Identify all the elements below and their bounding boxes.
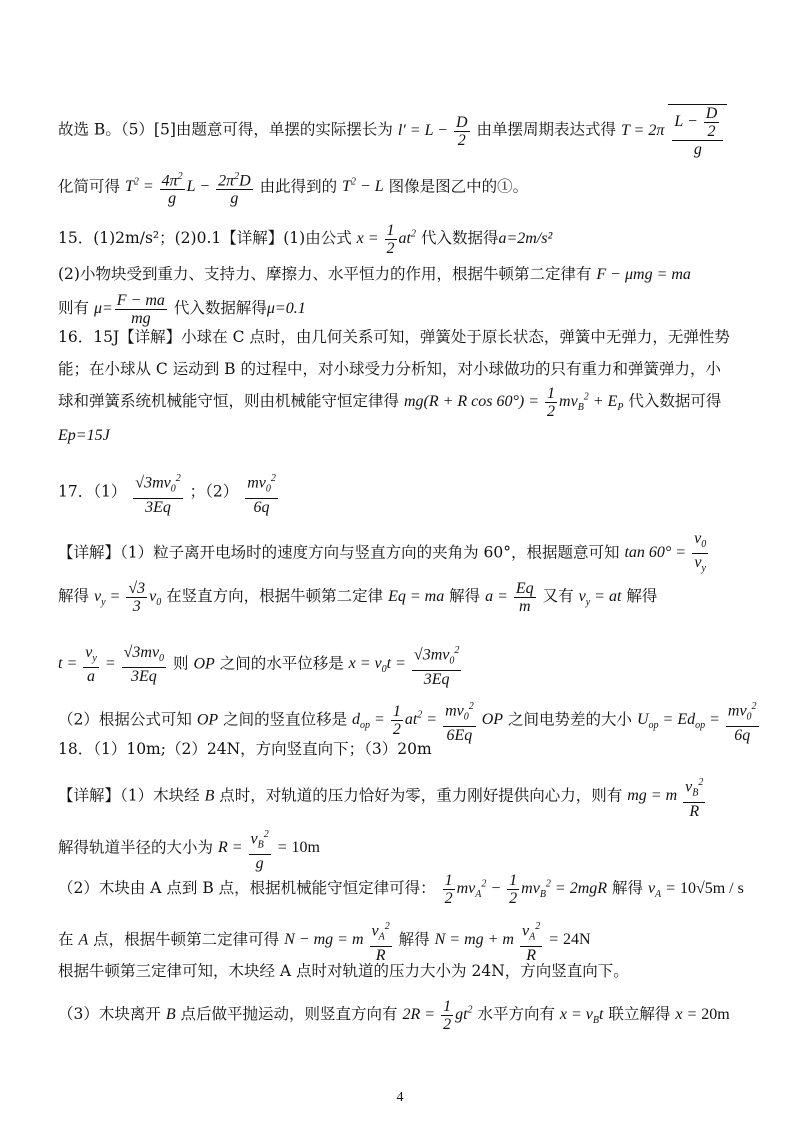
text-line: [58, 738, 760, 760]
text: μ=0.1: [266, 300, 306, 318]
text-line: [58, 642, 760, 688]
formula: tan 60° = $\frac{v_0}{v_y}$: [624, 530, 707, 575]
text-line: [58, 826, 760, 872]
formula: F − μmg = ma: [596, 266, 691, 283]
formula: $\frac{1}{2}$ $mv_A^2$ − $\frac{1}{2}$ $mv_B^2 = 2mgR$: [444, 872, 608, 907]
text: 联立解得: [608, 1005, 671, 1024]
text-line: [58, 998, 760, 1033]
text-line: [58, 918, 760, 964]
text: 【详解】（1）木块经: [58, 786, 200, 805]
text: 在竖直方向，根据牛顿第二定律: [166, 587, 384, 606]
formula: B: [165, 1006, 176, 1024]
text: 由单摆周期表达式得: [476, 120, 616, 139]
text-line: [58, 292, 760, 327]
text: 解得: [449, 587, 481, 606]
text: 16．15J【详解】小球在 C 点时，由几何关系可知，弹簧处于原长状态，弹簧中无弹力，无弹性势: [58, 328, 730, 346]
text: 17．（1）: [58, 482, 127, 501]
formula: $T^2$ = $\frac{4\pi^2}{g}$ L − $\frac{2\pi^2D}{g}$: [125, 178, 255, 195]
text: 根据牛顿第三定律可知，木块经 A 点时对轨道的压力大小为 24N，方向竖直向下。: [58, 962, 629, 980]
text: 则: [172, 654, 189, 673]
formula: N − mg = m $\frac{v_A^2}{R}$: [284, 931, 394, 948]
formula: $x = v_Bt$: [559, 1006, 604, 1027]
text: 之间电势差的大小: [508, 710, 633, 729]
text-line: [58, 424, 760, 447]
text: 之间的竖直位移是: [223, 710, 348, 729]
text: (2)小物块受到重力、支持力、摩擦力、水平恒力的作用，根据牛顿第二定律有: [58, 265, 592, 283]
text: 【详解】（1）粒子离开电场时的速度方向与竖直方向的夹角为 60°，根据题意可知: [58, 543, 620, 562]
text: ；（2）: [189, 482, 239, 501]
formula: OP: [196, 711, 219, 729]
formula: t = $\frac{v_y}{a}$ = $\frac{√3mv_0}{3Eq}$: [58, 644, 165, 686]
formula: 2R = $\frac{1}{2}$ $gt^2$: [402, 998, 473, 1033]
text: 球和弹簧系统机械能守恒，则由机械能守恒定律得: [58, 392, 400, 411]
text: 点时，对轨道的压力恰好为零，重力刚好提供向心力，则有: [219, 786, 623, 805]
text: 又有: [542, 587, 574, 606]
text: 代入数据得: [420, 229, 499, 248]
text: 解得: [626, 587, 658, 606]
text-line: [58, 385, 760, 420]
formula: $T^2 - L$: [342, 177, 384, 196]
text: 在: [58, 930, 74, 949]
text-line: [58, 326, 760, 348]
formula: Eq = ma: [388, 588, 445, 606]
text-line: [58, 698, 760, 744]
text: 解得: [58, 587, 90, 606]
text: 故选 B。（5）[5]由题意可得，单摆的实际摆长为: [58, 120, 393, 139]
formula: $v_A = 10√5m / s$: [647, 880, 744, 901]
text: 点，根据牛顿第二定律可得: [93, 930, 280, 949]
text-line: [58, 872, 760, 907]
text: 代入数据解得: [173, 299, 267, 318]
text-line: [58, 104, 760, 158]
formula: T = 2π L − $\frac{D}{2}$ g: [621, 122, 727, 139]
formula: x = $\frac{1}{2}$ $at^2$: [356, 222, 416, 257]
text: 代入数据可得: [628, 392, 722, 411]
text-line: [58, 358, 760, 380]
text: 则有: [58, 299, 90, 318]
formula: $\frac{mv_0^2}{6q}$: [243, 483, 280, 500]
text: 水平方向有: [477, 1005, 555, 1024]
formula: μ= $\frac{F - ma}{mg}$: [93, 292, 165, 327]
text-line: [58, 168, 760, 207]
formula: $v_y$ = at: [578, 588, 622, 609]
text: （3）木块离开: [58, 1005, 161, 1024]
formula: $U_{op} = Ed_{op}$ = $\frac{mv_0^2}{6q}$: [637, 711, 761, 728]
formula: a = $\frac{Eq}{m}$: [485, 580, 534, 615]
text: 解得: [611, 879, 643, 898]
text: 化简可得: [58, 177, 121, 196]
formula: N = mg + m $\frac{v_A^2}{R}$ = 24N: [435, 931, 591, 948]
text: 15．(1)2m/s²；(2)0.1【详解】(1)由公式: [58, 229, 352, 248]
formula: $x = v_0t$ = $\frac{√3mv_0^2}{3Eq}$: [349, 655, 464, 672]
formula: A: [78, 931, 89, 949]
formula: $\frac{√3mv_0^2}{3Eq}$: [131, 483, 184, 500]
text: 点后做平抛运动，则竖直方向有: [180, 1005, 398, 1024]
formula: mg = m $\frac{v_B^2}{R}$: [627, 787, 707, 804]
formula: $d_{op}$ = $\frac{1}{2}$ $at^2$ = $\frac{mv_0^2}{6Eq}$ OP: [352, 711, 503, 728]
text-line: [58, 960, 760, 982]
text: 18．（1）10m;（2）24N，方向竖直向下；（3）20m: [58, 740, 432, 758]
text: （2）木块由 A 点到 B 点，根据机械能守恒定律可得：: [58, 879, 436, 898]
text-line: [58, 530, 760, 577]
text-line: [58, 774, 760, 820]
text-line: [58, 263, 760, 286]
text-line: [58, 580, 760, 615]
text-line: [58, 222, 760, 257]
formula: R = $\frac{v_B^2}{g}$ = 10m: [218, 839, 320, 856]
text: a=2m/s²: [498, 230, 553, 248]
text: 图像是图乙中的①。: [388, 177, 529, 196]
formula: mg(R + R cos 60°) = $\frac{1}{2}$ $mv_B^2 + E_P$: [403, 385, 624, 420]
text-line: [58, 470, 760, 516]
text: （2）根据公式可知: [58, 710, 192, 729]
text: Ep=15J: [58, 427, 110, 444]
text: 之间的水平位移是: [219, 654, 344, 673]
text: 由此得到的: [259, 177, 338, 196]
formula: OP: [193, 655, 215, 673]
formula: $v_y$ = $\frac{√3}{3}$ $v_0$: [93, 580, 162, 615]
text: 解得: [398, 930, 430, 949]
formula: x = 20m: [675, 1006, 730, 1024]
page-number: 4: [396, 1090, 404, 1105]
text: 能；在小球从 C 运动到 B 的过程中，对小球受力分析知，对小球做功的只有重力和弹簧弹力，小: [58, 360, 721, 378]
formula: l′ = L − $\frac{D}{2}$: [397, 113, 468, 149]
formula: B: [204, 787, 215, 805]
text: 解得轨道半径的大小为: [58, 838, 214, 857]
